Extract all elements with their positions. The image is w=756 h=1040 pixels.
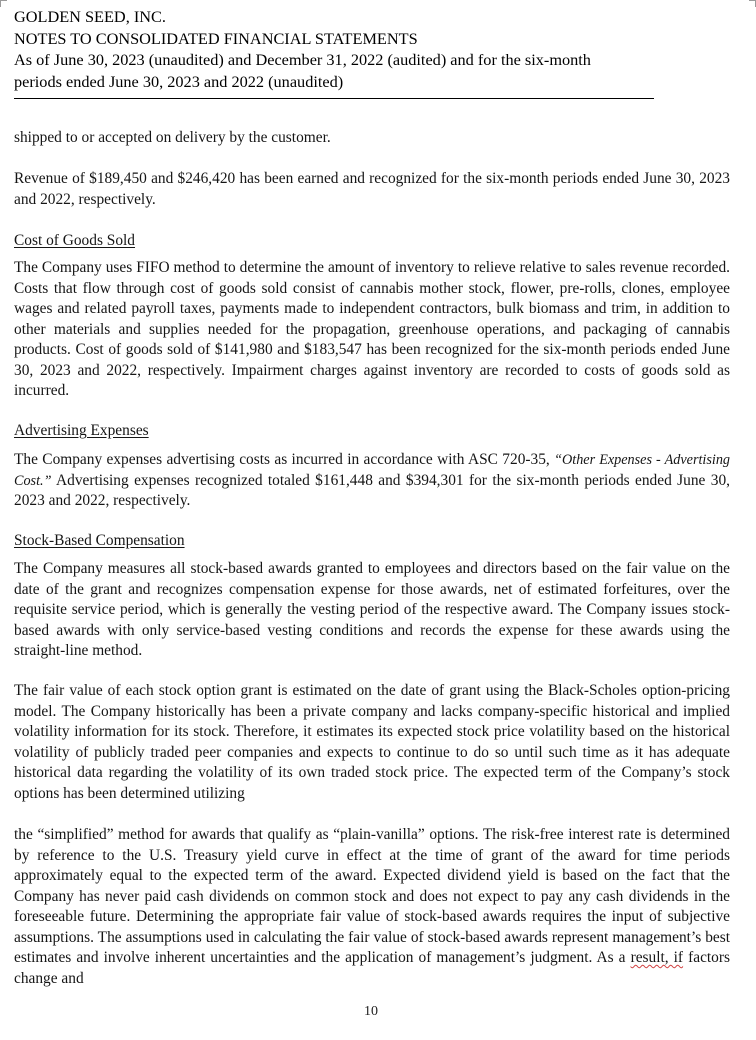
advertising-paragraph: [14, 450, 730, 512]
period-line-1: As of June 30, 2023 (unaudited) and December 31, 2022 (audited) and for the six-month: [14, 50, 591, 69]
stock-comp-text-start: the “simplified” method for awards that qualify as “plain-vanilla” options. The risk-free interest rate is determined by reference to the U.S. Treasury yield curve in effect at the time of grant of the award for time periods approximately equal to the expected term of the award. Expected dividend yield is based on the fact that the Company has never paid cash dividends on common stock and does not expect to pay any cash dividends in the foreseeable future. Determining the appropriate fair value of stock-based awards requires the input of subjective assumptions. The assumptions used in calculating the fair value of stock-based awards represent management’s best estimates and involve inherent uncertainties and the application of management’s judgment. As a: [14, 826, 730, 966]
stock-comp-paragraph-3: [14, 825, 730, 989]
cogs-heading: Cost of Goods Sold: [14, 232, 136, 249]
stock-comp-text-end: factors change and: [14, 949, 730, 987]
stock-comp-heading: Stock-Based Compensation: [14, 532, 185, 549]
period-line-2: periods ended June 30, 2023 and 2022 (unaudited): [14, 71, 344, 91]
continuation-paragraph: shipped to or accepted on delivery by the customer.: [14, 129, 331, 146]
cogs-paragraph: The Company uses FIFO method to determine the amount of inventory to relieve relative to sales revenue recorded. Costs that flow through cost of goods sold consist of cannabis mother stock, flower, pre-rolls, clones, employee wages and related payroll taxes, payments made to independent contractors, bulk biomass and trim, in addition to other materials and supplies needed for the propagation, greenhouse operations, and packaging of cannabis products. Cost of goods sold of $141,980 and $183,547 has been recognized for the six-month periods ended June 30, 2023 and 2022, respectively. Impairment charges against inventory are recorded to costs of goods sold as incurred.: [14, 259, 730, 399]
page-number: 10: [364, 1004, 378, 1019]
page-corner-mark-right: [749, 0, 756, 7]
spellcheck-flagged-text: result, if: [630, 949, 684, 966]
asc-reference: “Other Expenses - Advertising Cost.”: [14, 452, 731, 489]
page-header: [14, 6, 654, 92]
advertising-heading: Advertising Expenses: [14, 422, 149, 439]
statement-title: NOTES TO CONSOLIDATED FINANCIAL STATEMENTS: [14, 28, 418, 48]
stock-comp-paragraph-2: The fair value of each stock option grant is estimated on the date of grant using the Black-Scholes option-pricing model. The Company historically has been a private company and lacks company-specific historical and implied volatility information for its stock. Therefore, it estimates its expected stock price volatility based on the historical volatility of publicly traded peer companies and expects to continue to do so until such time as it has adequate historical data regarding the volatility of its own traded stock price. The expected term of the Company’s stock options has been determined utilizing: [14, 682, 730, 802]
stock-comp-paragraph-1: The Company measures all stock-based awards granted to employees and directors based on the fair value on the date of the grant and recognizes compensation expense for those awards, net of estimated forfeitures, over the requisite service period, which is generally the vesting period of the respective award. The Company issues stock-based awards with only service-based vesting conditions and records the expense for these awards using the straight-line method.: [14, 560, 730, 659]
advertising-text-start: The Company expenses advertising costs as incurred in accordance with ASC 720-35,: [14, 451, 555, 468]
company-name: GOLDEN SEED, INC.: [14, 7, 166, 26]
revenue-paragraph: Revenue of $189,450 and $246,420 has been earned and recognized for the six-month periods ended June 30, 2023 and 2022, respectively.: [14, 170, 730, 208]
header-divider: [14, 98, 654, 99]
page-corner-mark-left: [0, 0, 7, 7]
advertising-text-end: Advertising expenses recognized totaled $161,448 and $394,301 for the six-month periods ended June 30, 2023 and 2022, respectively.: [14, 471, 730, 509]
